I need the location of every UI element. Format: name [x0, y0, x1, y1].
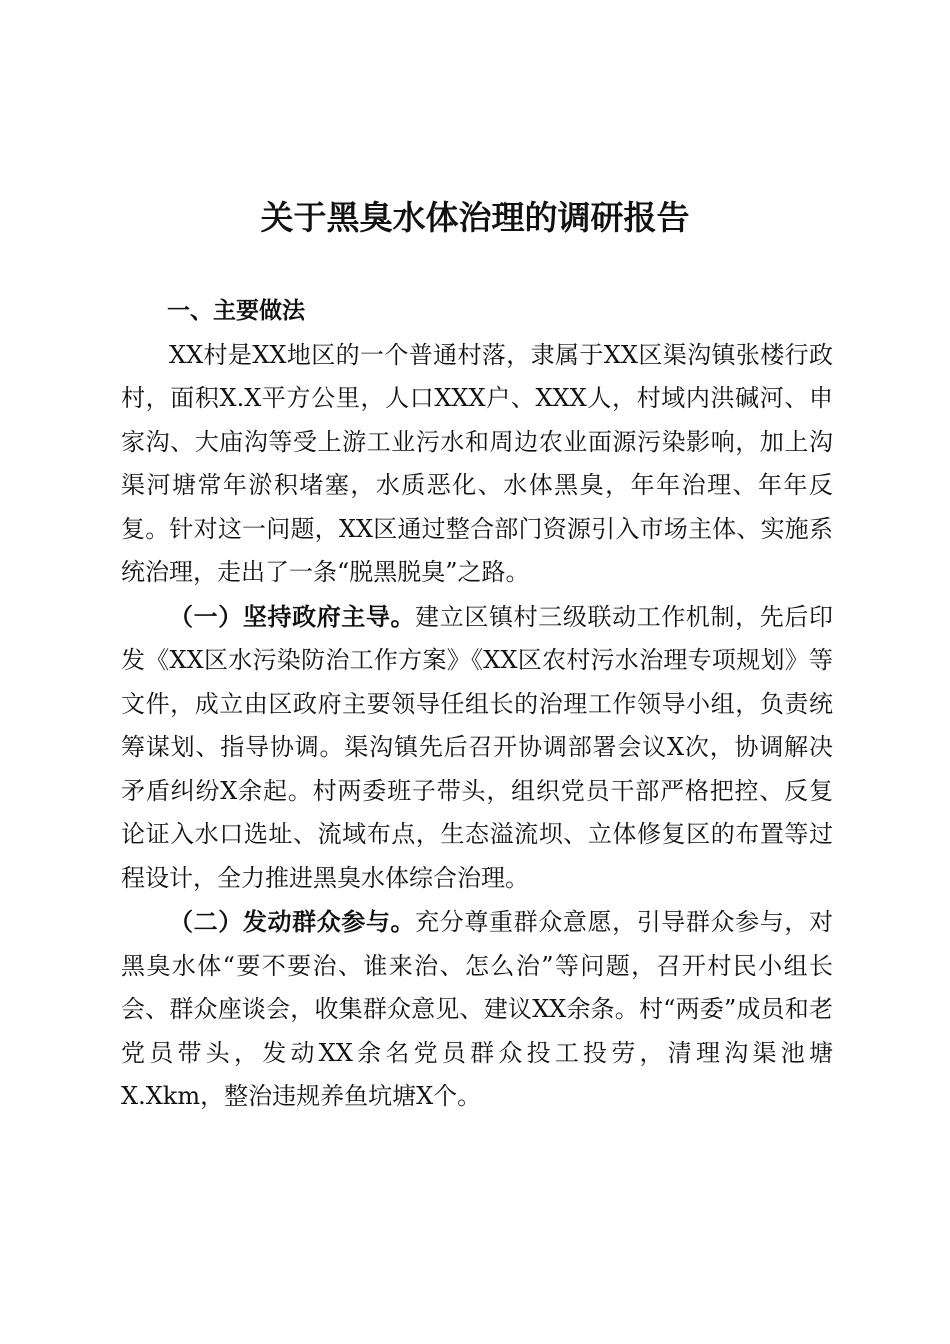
subsection-1-text: 建立区镇村三级联动工作机制，先后印发《XX区水污染防治工作方案》《XX区农村污水治理专项规划》等文件，成立由区政府主要领导任组长的治理工作领导小组，负责统筹谋划、指导协调。渠沟镇先后召开协调部署会议X次，协调解决矛盾纠纷X余起。村两委班子带头，组织党员干部严格把控、反复论证入水口选址、流域布点，生态溢流坝、立体修复区的布置等过程设计，全力推进黑臭水体综合治理。 [121, 602, 834, 892]
subsection-1-paragraph [121, 595, 833, 901]
document-title: 关于黑臭水体治理的调研报告 [260, 198, 690, 237]
subsection-1-heading: （一）坚持政府主导。 [169, 601, 416, 631]
subsection-2-heading: （二）发动群众参与。 [169, 907, 416, 936]
intro-paragraph: XX村是XX地区的一个普通村落，隶属于XX区渠沟镇张楼行政村，面积X.X平方公里，人口XXX户、XXX人，村域内洪碱河、申家沟、大庙沟等受上游工业污水和周边农业面源污染影响，加上沟渠河塘常年淤积堵塞，水质恶化、水体黑臭，年年治理、年年反复。针对这一问题，XX区通过整合部门资源引入市场主体、实施系统治理，走出了一条“脱黑脱臭”之路。 [121, 340, 833, 586]
section-heading: 一、主要做法 [167, 298, 305, 324]
subsection-2-text: 充分尊重群众意愿，引导群众参与，对黑臭水体“要不要治、谁来治、怎么治”等问题，召开村民小组长会、群众座谈会，收集群众意见、建议XX余条。村“两委”成员和老党员带头，发动XX余名党员群众投工投劳，清理沟渠池塘X.Xkm，整治违规养鱼坑塘X个。 [121, 908, 834, 1110]
subsection-2-paragraph [121, 900, 833, 1119]
document-body [121, 290, 833, 1119]
